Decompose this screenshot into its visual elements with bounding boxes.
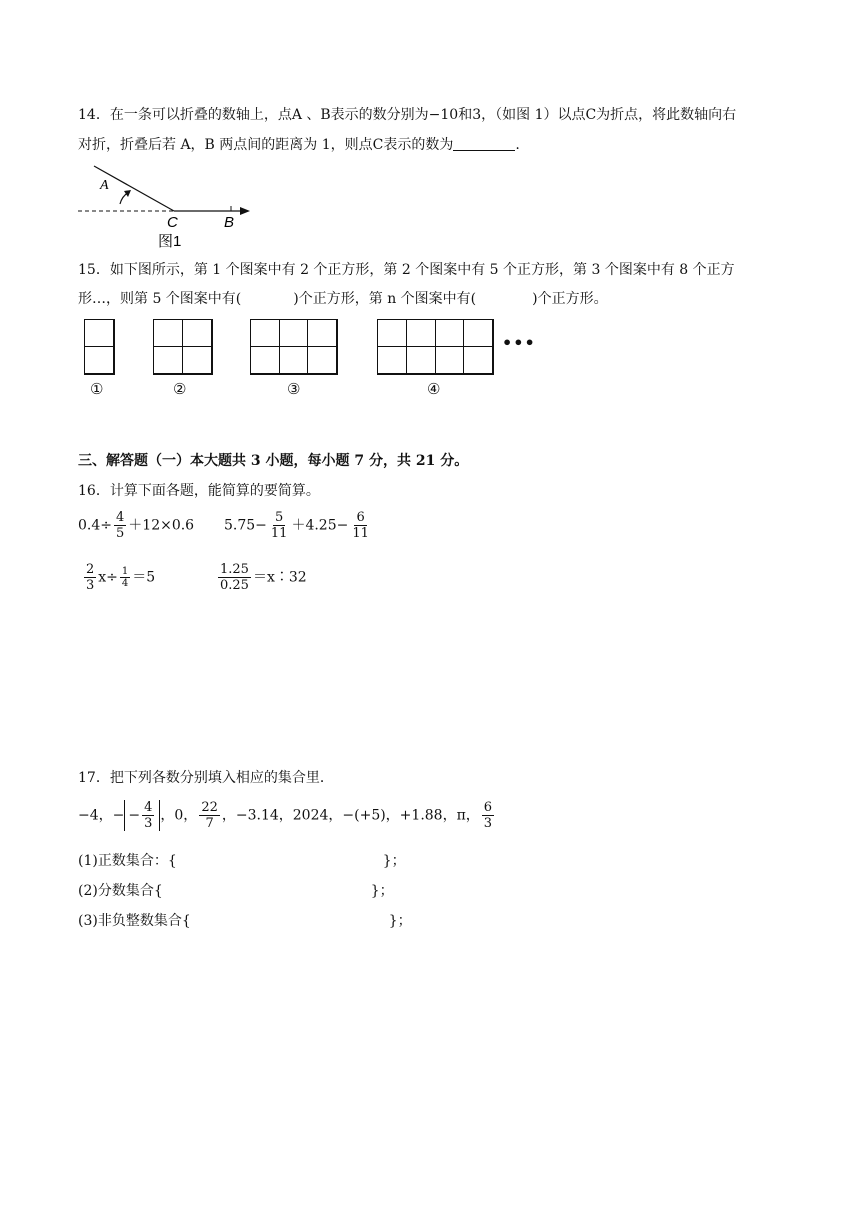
square — [406, 346, 436, 374]
square — [153, 346, 183, 374]
q16-title: 16．计算下面各题，能简算的要简算。 — [78, 483, 320, 499]
numerator: 6 — [483, 800, 493, 815]
denominator: 11 — [270, 526, 288, 541]
set-positive — [78, 852, 406, 870]
fraction — [142, 800, 154, 831]
figure-label-4: ④ — [427, 380, 441, 398]
square — [435, 346, 465, 374]
pattern-3 — [250, 319, 338, 375]
expr-3 — [82, 562, 155, 593]
expr-1 — [78, 510, 194, 541]
fraction — [218, 562, 251, 593]
expr-4-b: ＝x∶32 — [252, 569, 307, 586]
set-positive-close: }； — [382, 853, 406, 869]
square — [250, 319, 280, 347]
expr-3-a: x÷ — [98, 569, 118, 586]
label-a: A — [100, 178, 109, 193]
square — [463, 319, 493, 347]
numerator: 5 — [275, 510, 284, 525]
expr-2 — [224, 510, 373, 541]
denominator: 0.25 — [220, 578, 249, 593]
square — [377, 319, 407, 347]
q15-line2-a: 形…，则第 5 个图案中有( — [78, 291, 242, 307]
figure-label-2: ② — [173, 380, 187, 398]
set-nonneg-int-label: (3)非负整数集合{ — [78, 913, 191, 929]
section-3-title: 三、解答题（一）本大题共 3 小题，每小题 7 分，共 21 分。 — [78, 453, 469, 469]
numerator: 2 — [86, 562, 95, 577]
expr-2-a: 5.75− — [224, 517, 267, 534]
axis-arrow-icon — [240, 207, 250, 215]
denominator: 5 — [116, 526, 125, 541]
fraction — [114, 510, 126, 541]
abs-outer-minus: − — [112, 807, 125, 824]
figure-caption: 图1 — [158, 233, 182, 250]
square — [463, 346, 493, 374]
numerator: 22 — [201, 800, 218, 815]
square — [182, 319, 212, 347]
square — [279, 346, 309, 374]
q15-line1: 15．如下图所示，第 1 个图案中有 2 个正方形，第 2 个图案中有 5 个正方形，第 3 个图案中有 8 个正方 — [78, 262, 735, 278]
fraction — [84, 562, 96, 593]
abs-inner-minus: − — [128, 807, 141, 824]
figure-label-1: ① — [90, 380, 104, 398]
denominator: 3 — [86, 578, 95, 593]
num-list-3: ，−3.14，2024，−(+5)，+1.88，π， — [221, 807, 480, 824]
figure-label-3: ③ — [287, 380, 301, 398]
fraction — [269, 510, 290, 541]
num-neg4: −4， — [78, 807, 113, 824]
fraction — [120, 566, 130, 589]
q14-line2 — [78, 136, 520, 154]
set-nonneg-int-close: }； — [388, 913, 412, 929]
set-fraction — [78, 882, 394, 900]
expr-4 — [216, 562, 307, 593]
q14-line2-text: 对折，折叠后若 A，B 两点间的距离为 1，则点C表示的数为 — [78, 137, 454, 153]
q14-line2-end: . — [515, 137, 520, 153]
set-fraction-label: (2)分数集合{ — [78, 883, 163, 899]
denominator: 7 — [205, 816, 214, 831]
expr-3-b: ＝5 — [132, 569, 156, 586]
q15-line2-c: )个正方形。 — [532, 291, 608, 307]
square — [182, 346, 212, 374]
denominator: 4 — [121, 578, 129, 589]
fraction — [482, 800, 494, 831]
square — [406, 319, 436, 347]
expr-1-b: ＋12×0.6 — [128, 517, 195, 534]
pattern-2 — [153, 319, 213, 375]
denominator: 3 — [144, 816, 153, 831]
q17-title: 17．把下列各数分别填入相应的集合里． — [78, 770, 334, 786]
expr-1-a: 0.4÷ — [78, 517, 112, 534]
square — [279, 319, 309, 347]
folded-number-line-figure — [74, 158, 264, 252]
numerator: 1.25 — [220, 562, 249, 577]
pattern-1 — [84, 319, 115, 375]
numerator: 6 — [356, 510, 365, 525]
numerator: 4 — [116, 510, 125, 525]
square — [153, 319, 183, 347]
numerator: 4 — [144, 800, 153, 815]
square — [435, 319, 465, 347]
square — [377, 346, 407, 374]
fraction — [350, 510, 371, 541]
q15-line2-b: )个正方形，第 n 个图案中有( — [293, 291, 477, 307]
q17-number-list — [78, 800, 496, 831]
q15-line2 — [78, 290, 608, 308]
set-positive-label: (1)正数集合：{ — [78, 853, 177, 869]
pattern-4 — [377, 319, 494, 375]
square — [250, 346, 280, 374]
fraction — [199, 800, 220, 831]
numerator: 1 — [121, 566, 129, 577]
q14-line1: 14．在一条可以折叠的数轴上，点A 、B表示的数分别为−10和3，（如图 1）以点C为折点，将此数轴向右 — [78, 107, 737, 123]
absolute-value — [124, 800, 160, 831]
label-c: C — [167, 214, 178, 231]
square — [84, 319, 114, 347]
q14-answer-blank[interactable] — [453, 136, 515, 151]
square — [307, 346, 337, 374]
denominator: 11 — [352, 526, 369, 541]
set-nonneg-int — [78, 912, 412, 930]
ellipsis: ••• — [502, 333, 536, 352]
set-fraction-close: }； — [370, 883, 394, 899]
label-b: B — [224, 214, 235, 231]
num-list-2: ，0， — [160, 807, 198, 824]
square — [307, 319, 337, 347]
square — [84, 346, 114, 374]
fold-arrowhead-icon — [124, 190, 131, 197]
denominator: 3 — [483, 816, 493, 831]
expr-2-b: ＋4.25− — [291, 517, 349, 534]
